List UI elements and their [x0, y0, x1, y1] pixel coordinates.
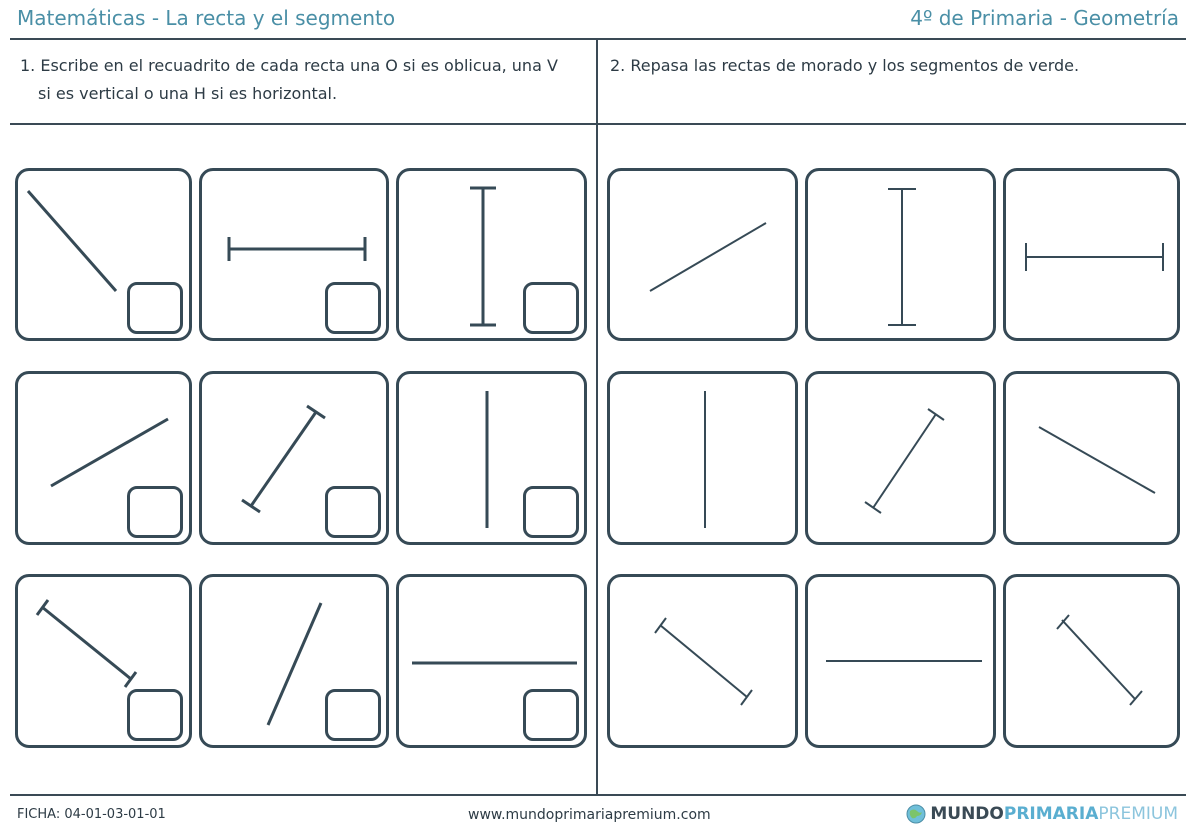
- answer-box[interactable]: [127, 486, 183, 538]
- answer-box[interactable]: [127, 282, 183, 334]
- exercise-1-cell: [396, 574, 587, 748]
- exercise-2-cell: [607, 574, 798, 748]
- exercise-2-cell: [607, 371, 798, 545]
- exercise-2-cell: [805, 574, 996, 748]
- brand-logo: [906, 804, 1178, 824]
- exercise-2-cell: [805, 168, 996, 341]
- website-link[interactable]: www.mundoprimariapremium.com: [468, 807, 711, 823]
- exercise-2-cell: [607, 168, 798, 341]
- answer-box[interactable]: [127, 689, 183, 741]
- exercise-2-instructions: [610, 52, 1180, 80]
- footer-divider: [10, 794, 1186, 796]
- oblique-line-figure: [610, 171, 801, 344]
- exercise-1-instructions: [20, 52, 590, 108]
- exercise-1-cell: [15, 168, 192, 341]
- oblique-line-figure: [1006, 374, 1183, 548]
- exercise-1-cell: [396, 371, 587, 545]
- answer-box[interactable]: [325, 486, 381, 538]
- grade-level: 4º de Primaria - Geometría: [910, 6, 1179, 30]
- horizontal-line-figure: [808, 577, 999, 751]
- exercise-1-line-2: si es vertical o una H si es horizontal.: [38, 84, 338, 103]
- exercise-1-cell: [396, 168, 587, 341]
- oblique-segment-figure: [610, 577, 801, 751]
- brand-mundo: MUNDO: [930, 804, 1004, 824]
- worksheet-title: Matemáticas - La recta y el segmento: [17, 6, 396, 30]
- oblique-segment-figure: [808, 374, 999, 548]
- vertical-line-figure: [610, 374, 801, 548]
- center-divider: [596, 40, 598, 794]
- horizontal-segment-figure: [1006, 171, 1183, 344]
- exercise-2-cell: [805, 371, 996, 545]
- answer-box[interactable]: [523, 689, 579, 741]
- ficha-code: FICHA: 04-01-03-01-01: [17, 807, 166, 822]
- exercise-1-cell: [15, 371, 192, 545]
- answer-box[interactable]: [325, 689, 381, 741]
- answer-box[interactable]: [325, 282, 381, 334]
- exercise-1-line-1: 1. Escribe en el recuadrito de cada recta una O si es oblicua, una V: [20, 56, 558, 75]
- exercise-1-cell: [199, 168, 389, 341]
- vertical-segment-figure: [808, 171, 999, 344]
- exercise-1-cell: [199, 371, 389, 545]
- exercise-1-cell: [199, 574, 389, 748]
- globe-icon: [906, 804, 926, 824]
- exercise-2-line-1: 2. Repasa las rectas de morado y los segmentos de verde.: [610, 56, 1080, 75]
- exercise-2-cell: [1003, 168, 1180, 341]
- header-divider: [10, 38, 1186, 40]
- answer-box[interactable]: [523, 282, 579, 334]
- oblique-segment-figure: [1006, 577, 1183, 751]
- exercise-2-cell: [1003, 371, 1180, 545]
- brand-primaria: PRIMARIA: [1003, 804, 1099, 824]
- instructions-divider: [10, 123, 1186, 125]
- exercise-2-cell: [1003, 574, 1180, 748]
- brand-premium: PREMIUM: [1098, 804, 1178, 824]
- exercise-1-cell: [15, 574, 192, 748]
- answer-box[interactable]: [523, 486, 579, 538]
